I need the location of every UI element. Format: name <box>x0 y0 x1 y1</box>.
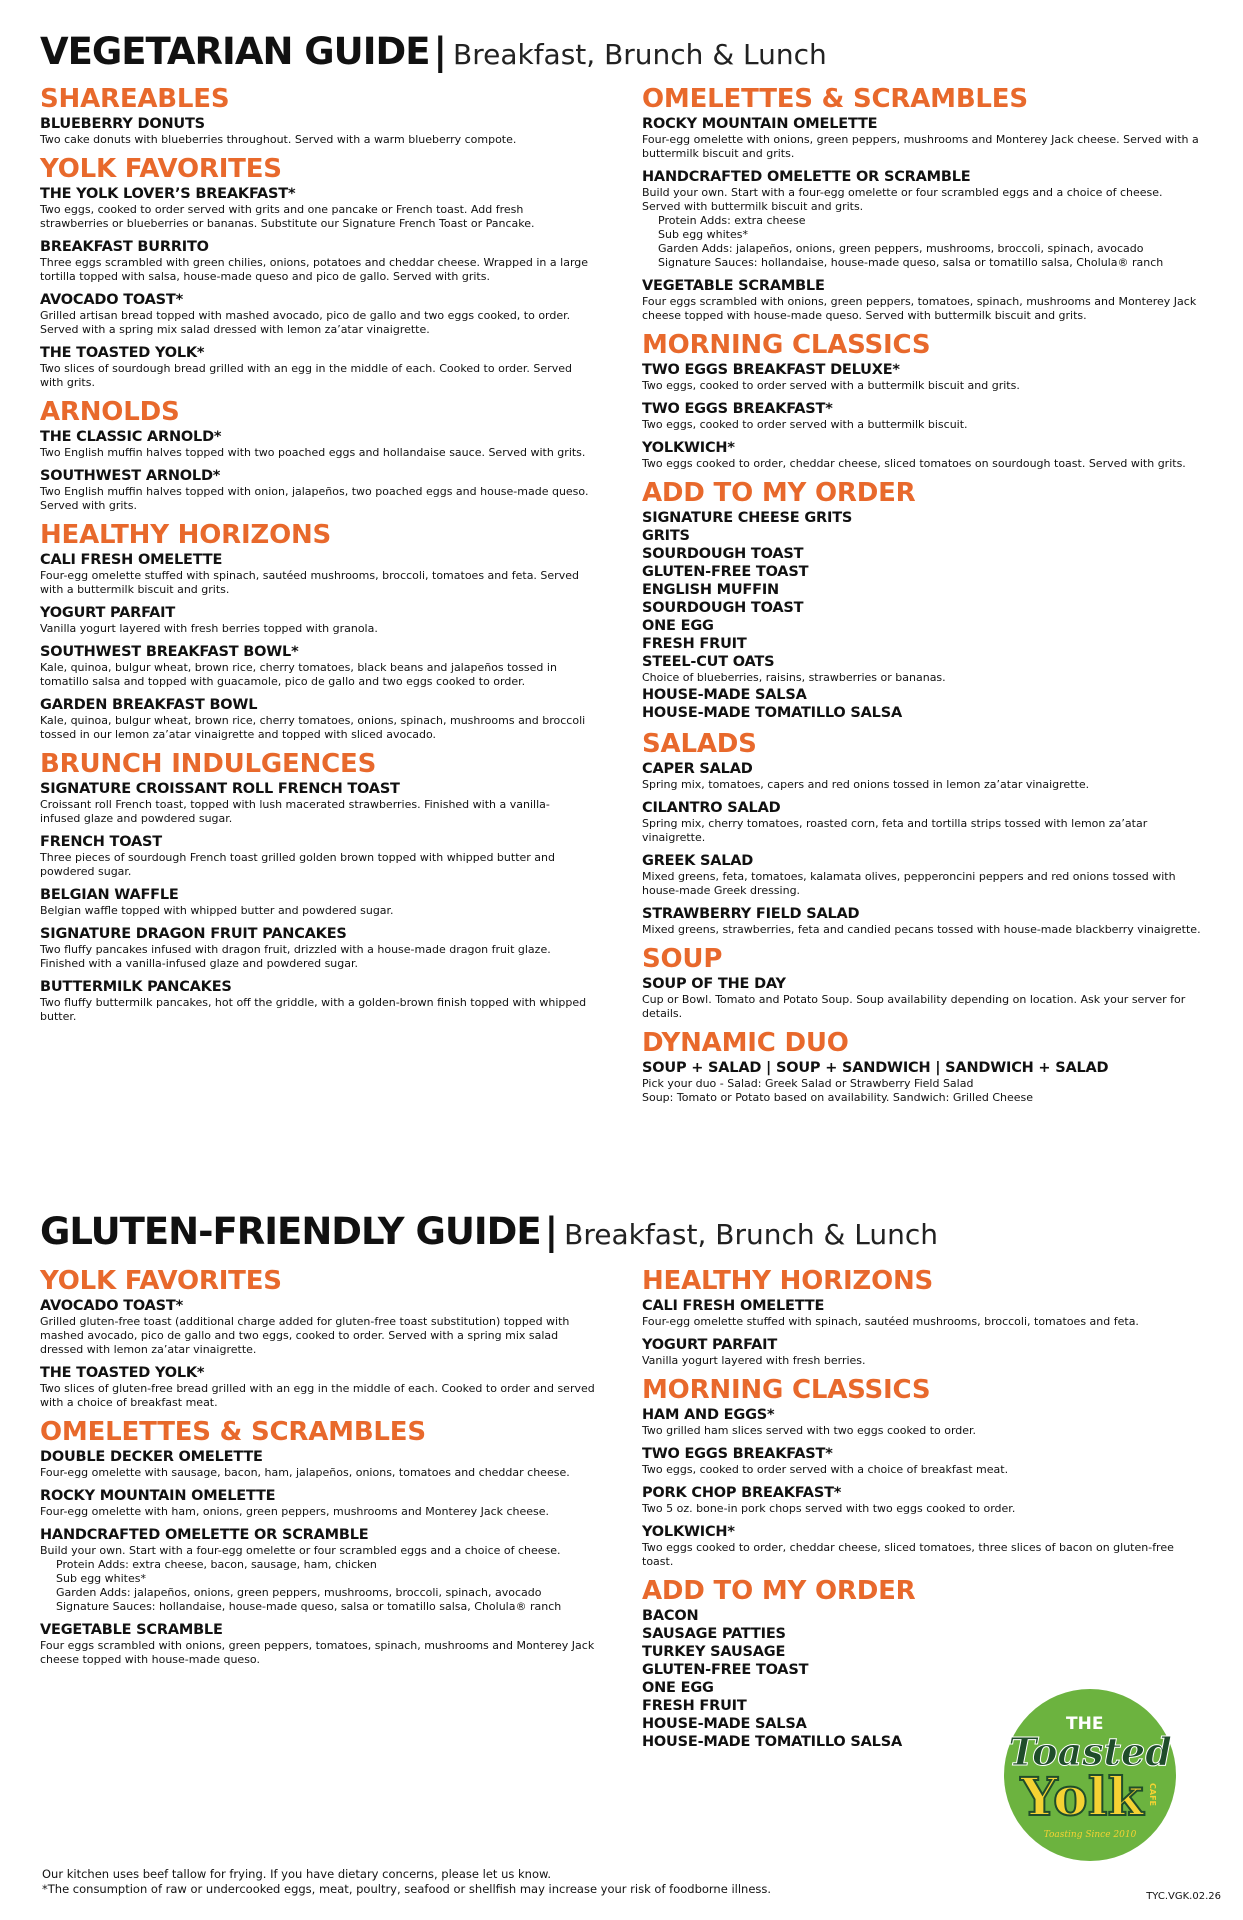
add-on-desc: Choice of blueberries, raisins, strawberries or bananas. <box>642 671 946 684</box>
section-heading: HEALTHY HORIZONS <box>642 1266 934 1296</box>
section-heading: DYNAMIC DUO <box>642 1028 849 1058</box>
item-desc: Two eggs, cooked to order served with a buttermilk biscuit. <box>642 418 968 431</box>
item-desc: Three pieces of sourdough French toast grilled golden brown topped with whipped butter and powdered sugar. <box>40 851 555 878</box>
item-name: HAM AND EGGS* <box>642 1407 775 1423</box>
veg-left-column <box>40 80 590 1031</box>
item-name: BREAKFAST BURRITO <box>40 239 209 255</box>
menu-item <box>40 925 590 971</box>
section-heading: ARNOLDS <box>40 397 180 427</box>
item-desc: Vanilla yogurt layered with fresh berries. <box>642 1354 866 1367</box>
logo-cafe: CAFE <box>1148 1783 1157 1806</box>
item-desc: Four-egg omelette stuffed with spinach, sautéed mushrooms, broccoli, tomatoes and feta. <box>642 1315 1139 1328</box>
item-name: CAPER SALAD <box>642 761 753 777</box>
item-desc: Build your own. Start with a four-egg omelette or four scrambled eggs and a choice of cheese. <box>40 1544 561 1557</box>
section-heading: YOLK FAVORITES <box>40 1266 282 1296</box>
menu-item <box>40 551 590 597</box>
item-desc: Two fluffy buttermilk pancakes, hot off the griddle, with a golden-brown finish topped with whipped butter. <box>40 996 587 1023</box>
item-name: AVOCADO TOAST* <box>40 292 183 308</box>
item-name: VEGETABLE SCRAMBLE <box>40 1622 223 1638</box>
add-on-item: HOUSE-MADE TOMATILLO SALSA <box>642 705 902 721</box>
item-desc: Mixed greens, strawberries, feta and candied pecans tossed with house-made blackberry vinaigrette. <box>642 923 1201 936</box>
item-desc: Two eggs, cooked to order served with a buttermilk biscuit and grits. <box>642 379 1020 392</box>
item-desc: Four eggs scrambled with onions, green peppers, tomatoes, spinach, mushrooms and Monterey Jack cheese topped with house-made queso. <box>40 1639 595 1666</box>
gf-title <box>40 1210 938 1253</box>
add-on-item: FRESH FRUIT <box>642 1698 747 1714</box>
section-heading: SOUP <box>642 944 723 974</box>
add-on-item: SAUSAGE PATTIES <box>642 1626 786 1642</box>
item-desc: Cup or Bowl. Tomato and Potato Soup. Soup availability depending on location. Ask your server for details. <box>642 993 1186 1020</box>
menu-item <box>642 975 1202 1021</box>
menu-item <box>40 1297 600 1357</box>
title-divider: | <box>544 1210 559 1253</box>
logo-the: THE <box>1066 1714 1104 1734</box>
menu-code: TYC.VGK.02.26 <box>1146 1891 1221 1902</box>
item-name: TWO EGGS BREAKFAST* <box>642 401 833 417</box>
section-heading: SALADS <box>642 729 757 759</box>
item-name: CALI FRESH OMELETTE <box>40 552 223 568</box>
item-name: BLUEBERRY DONUTS <box>40 116 205 132</box>
item-name: SOUTHWEST BREAKFAST BOWL* <box>40 644 299 660</box>
menu-item <box>642 799 1202 845</box>
item-name: GARDEN BREAKFAST BOWL <box>40 697 258 713</box>
item-option: Garden Adds: jalapeños, onions, green peppers, mushrooms, broccoli, spinach, avocado <box>658 242 1144 255</box>
section-heading: ADD TO MY ORDER <box>642 478 916 508</box>
menu-item <box>40 291 590 337</box>
gf-title-sub: Breakfast, Brunch & Lunch <box>564 1218 938 1251</box>
menu-item <box>40 780 590 826</box>
menu-item <box>40 185 590 231</box>
add-on-item: HOUSE-MADE TOMATILLO SALSA <box>642 1734 902 1750</box>
item-desc: Grilled artisan bread topped with mashed avocado, pico de gallo and two eggs cooked, to order. Served with a spring mix salad dressed with lemon za’atar vinaigrette. <box>40 309 571 336</box>
add-on-item: FRESH FRUIT <box>642 636 747 652</box>
item-desc: Grilled gluten-free toast (additional charge added for gluten-free toast substitution) topped with mashed avocado, pico de gallo and two eggs, cooked to order. Served with a spring mix salad dressed with lemon za’atar vinaigrette. <box>40 1315 570 1356</box>
item-desc: Belgian waffle topped with whipped butter and powdered sugar. <box>40 904 394 917</box>
gf-left-column <box>40 1262 600 1674</box>
veg-title-sub: Breakfast, Brunch & Lunch <box>452 38 827 71</box>
toasted-yolk-logo <box>1000 1685 1180 1865</box>
item-name: SOUP + SALAD | SOUP + SANDWICH | SANDWICH + SALAD <box>642 1060 1109 1076</box>
item-name: HANDCRAFTED OMELETTE OR SCRAMBLE <box>40 1527 369 1543</box>
add-on-item: ONE EGG <box>642 618 714 634</box>
item-name: YOGURT PARFAIT <box>40 605 176 621</box>
item-name: GREEK SALAD <box>642 853 754 869</box>
menu-item <box>40 886 590 918</box>
item-option: Protein Adds: extra cheese, bacon, sausage, ham, chicken <box>56 1558 377 1571</box>
item-name: VEGETABLE SCRAMBLE <box>642 278 825 294</box>
menu-item <box>40 1487 600 1519</box>
menu-item <box>40 978 590 1024</box>
item-option: Signature Sauces: hollandaise, house-made queso, salsa or tomatillo salsa, Cholula® ranch <box>56 1600 562 1613</box>
menu-item <box>40 1448 600 1480</box>
title-divider: | <box>433 30 447 73</box>
item-name: HANDCRAFTED OMELETTE OR SCRAMBLE <box>642 169 971 185</box>
item-desc: Kale, quinoa, bulgur wheat, brown rice, cherry tomatoes, black beans and jalapeños tossed in tomatillo salsa and topped with guacamole, pico de gallo and two eggs cooked to order. <box>40 661 557 688</box>
section-heading: SHAREABLES <box>40 84 230 114</box>
item-desc: Croissant roll French toast, topped with lush macerated strawberries. Finished with a vanilla-infused glaze and powdered sugar. <box>40 798 550 825</box>
add-on-item: TURKEY SAUSAGE <box>642 1644 786 1660</box>
item-name: THE TOASTED YOLK* <box>40 1365 205 1381</box>
menu-item <box>642 168 1202 270</box>
item-desc: Three eggs scrambled with green chilies, onions, potatoes and cheddar cheese. Wrapped in a large tortilla topped with salsa, house-made queso and pico de gallo. Served with grits. <box>40 256 589 283</box>
menu-item <box>642 1484 1202 1516</box>
menu-item <box>40 1621 600 1667</box>
menu-item <box>40 238 590 284</box>
menu-item <box>642 400 1202 432</box>
item-name: THE TOASTED YOLK* <box>40 345 205 361</box>
item-desc: Two eggs cooked to order, cheddar cheese, sliced tomatoes, three slices of bacon on gluten-free toast. <box>642 1541 1174 1568</box>
item-desc: Two slices of sourdough bread grilled with an egg in the middle of each. Cooked to order. Served with grits. <box>40 362 572 389</box>
menu-item <box>642 1445 1202 1477</box>
add-on-item: SOURDOUGH TOAST <box>642 546 804 562</box>
veg-right-column <box>642 80 1202 1112</box>
footer-line: Our kitchen uses beef tallow for frying. If you have dietary concerns, please let us know. <box>42 1867 551 1881</box>
menu-item <box>642 1297 1202 1329</box>
item-name: ROCKY MOUNTAIN OMELETTE <box>40 1488 276 1504</box>
footer-notes <box>42 1867 771 1897</box>
menu-item <box>642 1059 1202 1105</box>
item-name: FRENCH TOAST <box>40 834 162 850</box>
item-desc: Two fluffy pancakes infused with dragon fruit, drizzled with a house-made dragon fruit glaze. Finished with a vanilla-infused glaze and powdered sugar. <box>40 943 551 970</box>
logo-tagline: Toasting Since 2010 <box>1043 1830 1137 1840</box>
menu-item <box>642 905 1202 937</box>
menu-item <box>40 428 590 460</box>
menu-item <box>40 115 590 147</box>
menu-item <box>642 439 1202 471</box>
menu-item <box>642 1406 1202 1438</box>
section-heading: OMELETTES & SCRAMBLES <box>642 84 1028 114</box>
menu-item <box>40 696 590 742</box>
item-desc: Four-egg omelette with sausage, bacon, ham, jalapeños, onions, tomatoes and cheddar cheese. <box>40 1466 570 1479</box>
add-on-item: GLUTEN-FREE TOAST <box>642 564 809 580</box>
item-name: SOUTHWEST ARNOLD* <box>40 468 221 484</box>
item-desc: Two eggs, cooked to order served with a choice of breakfast meat. <box>642 1463 1009 1476</box>
item-desc: Mixed greens, feta, tomatoes, kalamata olives, pepperoncini peppers and red onions tossed with house-made Greek dressing. <box>642 870 1176 897</box>
item-name: PORK CHOP BREAKFAST* <box>642 1485 842 1501</box>
item-name: YOLKWICH* <box>642 440 735 456</box>
item-desc: Two grilled ham slices served with two eggs cooked to order. <box>642 1424 977 1437</box>
logo-yolk: Yolk <box>1020 1767 1144 1828</box>
item-desc: Two 5 oz. bone-in pork chops served with two eggs cooked to order. <box>642 1502 1016 1515</box>
item-option: Signature Sauces: hollandaise, house-made queso, salsa or tomatillo salsa, Cholula® ranch <box>658 256 1164 269</box>
section-heading: BRUNCH INDULGENCES <box>40 749 377 779</box>
menu-item <box>40 833 590 879</box>
add-on-item: SOURDOUGH TOAST <box>642 600 804 616</box>
item-name: TWO EGGS BREAKFAST* <box>642 1446 833 1462</box>
item-name: SIGNATURE CROISSANT ROLL FRENCH TOAST <box>40 781 400 797</box>
add-on-item: STEEL-CUT OATS <box>642 654 775 670</box>
veg-title <box>40 30 827 73</box>
section-heading: MORNING CLASSICS <box>642 330 931 360</box>
item-desc: Two English muffin halves topped with two poached eggs and hollandaise sauce. Served with grits. <box>40 446 586 459</box>
menu-item <box>642 361 1202 393</box>
item-desc: Two slices of gluten-free bread grilled with an egg in the middle of each. Cooked to order and served with a choice of breakfast meat. <box>40 1382 595 1409</box>
gf-right-column <box>642 1262 1202 1758</box>
menu-item <box>40 604 590 636</box>
section-heading: ADD TO MY ORDER <box>642 1576 916 1606</box>
item-option: Garden Adds: jalapeños, onions, green peppers, mushrooms, broccoli, spinach, avocado <box>56 1586 542 1599</box>
item-option: Sub egg whites* <box>56 1572 146 1585</box>
item-desc: Four eggs scrambled with onions, green peppers, tomatoes, spinach, mushrooms and Monterey Jack cheese topped with house-made queso. Served with buttermilk biscuit and grits. <box>642 295 1197 322</box>
item-desc: Vanilla yogurt layered with fresh berries topped with granola. <box>40 622 378 635</box>
item-name: ROCKY MOUNTAIN OMELETTE <box>642 116 878 132</box>
item-desc: Four-egg omelette with onions, green peppers, mushrooms and Monterey Jack cheese. Served with a buttermilk biscuit and grits. <box>642 133 1199 160</box>
item-desc: Two cake donuts with blueberries throughout. Served with a warm blueberry compote. <box>40 133 517 146</box>
item-desc: Two eggs, cooked to order served with grits and one pancake or French toast. Add fresh strawberries or blueberries or bananas. Substitute our Signature French Toast or Pancake. <box>40 203 535 230</box>
item-desc: Four-egg omelette stuffed with spinach, sautéed mushrooms, broccoli, tomatoes and feta. Served with a buttermilk biscuit and grits. <box>40 569 579 596</box>
item-name: SIGNATURE DRAGON FRUIT PANCAKES <box>40 926 347 942</box>
add-on-item: BACON <box>642 1608 699 1624</box>
item-desc: Four-egg omelette with ham, onions, green peppers, mushrooms and Monterey Jack cheese. <box>40 1505 550 1518</box>
item-option: Sub egg whites* <box>658 228 748 241</box>
item-option: Protein Adds: extra cheese <box>658 214 806 227</box>
item-name: CILANTRO SALAD <box>642 800 781 816</box>
item-name: THE CLASSIC ARNOLD* <box>40 429 222 445</box>
item-name: SOUP OF THE DAY <box>642 976 786 992</box>
item-name: STRAWBERRY FIELD SALAD <box>642 906 860 922</box>
add-on-item: HOUSE-MADE SALSA <box>642 1716 807 1732</box>
item-name: YOGURT PARFAIT <box>642 1337 778 1353</box>
add-on-list <box>642 509 1202 722</box>
item-desc: Pick your duo - Salad: Greek Salad or Strawberry Field Salad <box>642 1077 974 1090</box>
section-heading: HEALTHY HORIZONS <box>40 520 332 550</box>
menu-item <box>642 1336 1202 1368</box>
item-desc: Kale, quinoa, bulgur wheat, brown rice, cherry tomatoes, onions, spinach, mushrooms and broccoli tossed in our lemon za’atar vinaigrette and topped with sliced avocado. <box>40 714 586 741</box>
item-name: BELGIAN WAFFLE <box>40 887 179 903</box>
menu-item <box>642 1523 1202 1569</box>
menu-item <box>642 277 1202 323</box>
item-name: DOUBLE DECKER OMELETTE <box>40 1449 263 1465</box>
add-on-item: GLUTEN-FREE TOAST <box>642 1662 809 1678</box>
add-on-item: ONE EGG <box>642 1680 714 1696</box>
menu-item <box>642 852 1202 898</box>
add-on-item: SIGNATURE CHEESE GRITS <box>642 510 853 526</box>
section-heading: OMELETTES & SCRAMBLES <box>40 1417 426 1447</box>
menu-item <box>40 1364 600 1410</box>
item-desc: Two eggs cooked to order, cheddar cheese, sliced tomatoes on sourdough toast. Served with grits. <box>642 457 1186 470</box>
add-on-item: HOUSE-MADE SALSA <box>642 687 807 703</box>
item-name: TWO EGGS BREAKFAST DELUXE* <box>642 362 900 378</box>
section-heading: YOLK FAVORITES <box>40 154 282 184</box>
item-desc: Soup: Tomato or Potato based on availability. Sandwich: Grilled Cheese <box>642 1091 1033 1104</box>
menu-item <box>642 760 1202 792</box>
item-desc: Build your own. Start with a four-egg omelette or four scrambled eggs and a choice of cheese. Served with buttermilk biscuit and grits. <box>642 186 1163 213</box>
item-desc: Spring mix, tomatoes, capers and red onions tossed in lemon za’atar vinaigrette. <box>642 778 1090 791</box>
add-on-item: ENGLISH MUFFIN <box>642 582 779 598</box>
section-heading: MORNING CLASSICS <box>642 1375 931 1405</box>
add-on-item: GRITS <box>642 528 690 544</box>
menu-item <box>642 115 1202 161</box>
item-name: THE YOLK LOVER’S BREAKFAST* <box>40 186 296 202</box>
menu-item <box>40 344 590 390</box>
item-name: BUTTERMILK PANCAKES <box>40 979 232 995</box>
footer-line: *The consumption of raw or undercooked eggs, meat, poultry, seafood or shellfish may increase your risk of foodborne illness. <box>42 1882 772 1896</box>
menu-item <box>40 1526 600 1614</box>
item-name: AVOCADO TOAST* <box>40 1298 183 1314</box>
menu-item <box>40 467 590 513</box>
item-name: CALI FRESH OMELETTE <box>642 1298 825 1314</box>
item-desc: Two English muffin halves topped with onion, jalapeños, two poached eggs and house-made queso. Served with grits. <box>40 485 589 512</box>
item-desc: Spring mix, cherry tomatoes, roasted corn, feta and tortilla strips tossed with lemon za’atar vinaigrette. <box>642 817 1148 844</box>
logo-toasted: Toasted <box>1008 1729 1172 1774</box>
gf-title-main: GLUTEN-FRIENDLY GUIDE <box>40 1210 541 1253</box>
veg-title-main: VEGETARIAN GUIDE <box>40 30 430 73</box>
item-name: YOLKWICH* <box>642 1524 735 1540</box>
menu-item <box>40 643 590 689</box>
